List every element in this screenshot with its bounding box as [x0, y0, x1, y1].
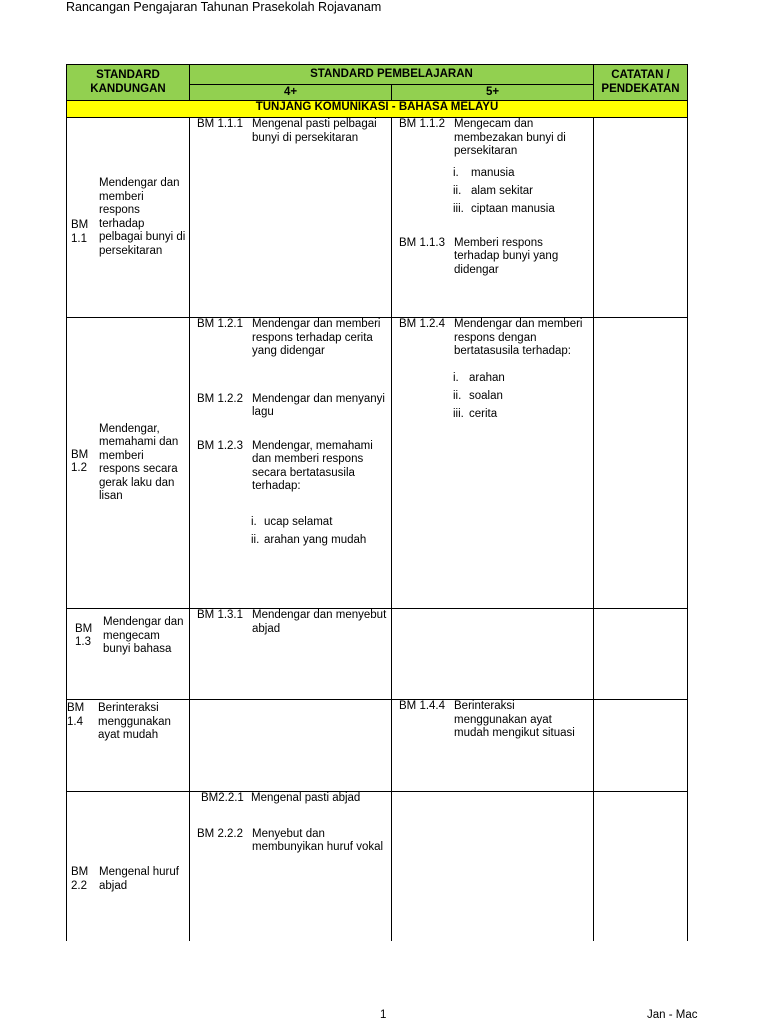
page-number: 1 — [380, 1009, 387, 1021]
header-catatan-label: CATATAN / PENDEKATAN — [601, 69, 680, 95]
learning-code: BM 1.1.3 — [399, 236, 446, 249]
learning-text: Mendengar dan memberi respons terhadap cerita yang didengar — [252, 318, 381, 357]
sub-item-list — [453, 167, 589, 217]
learning-code: BM 1.2.1 — [197, 318, 244, 330]
list-item — [251, 516, 387, 530]
learning-code: BM 1.1.2 — [399, 118, 446, 130]
notes-cell — [594, 318, 688, 609]
learning-code: BM 1.3.1 — [197, 609, 244, 621]
list-item — [453, 390, 589, 404]
learning-text: Menyebut dan membunyikan huruf vokal — [252, 827, 384, 853]
learning-code: BM 1.1.1 — [197, 118, 244, 130]
learning-item — [197, 828, 387, 855]
learning-cell-4 — [190, 700, 392, 792]
standard-cell — [67, 118, 190, 318]
learning-item — [197, 440, 387, 494]
learning-code: BM 1.2.4 — [399, 318, 446, 330]
header-standard-pembelajaran — [190, 65, 594, 85]
learning-item — [399, 318, 589, 359]
standard-cell — [67, 700, 190, 792]
learning-item — [197, 318, 387, 359]
notes-cell — [594, 609, 688, 700]
sub-item-list — [453, 372, 589, 422]
learning-text: Mendengar dan menyanyi lagu — [252, 392, 385, 418]
table-row — [67, 700, 688, 792]
learning-text: Mendengar, memahami dan memberi respons secara bertatasusila terhadap: — [252, 439, 373, 492]
list-item — [453, 372, 589, 386]
header-standard-kandungan-label: STANDARD KANDUNGAN — [90, 69, 166, 95]
learning-item — [399, 237, 589, 278]
learning-text: Mengenal pasti pelbagai bunyi di persekitaran — [252, 118, 377, 144]
header-standard-kandungan — [67, 65, 190, 101]
lesson-plan-table — [66, 64, 688, 952]
standard-text: Mendengar dan mengecam bunyi bahasa — [103, 616, 184, 655]
list-item — [453, 203, 589, 217]
learning-code: BM 1.4.4 — [399, 700, 446, 712]
sub-item-text: manusia — [471, 166, 515, 179]
section-title-label: TUNJANG KOMUNIKASI - BAHASA MELAYU — [255, 101, 499, 113]
learning-cell-4 — [190, 318, 392, 609]
learning-cell-5 — [392, 792, 594, 952]
learning-cell-5 — [392, 609, 594, 700]
learning-code: BM 1.2.2 — [197, 392, 244, 405]
sub-item-text: ucap selamat — [264, 515, 333, 528]
table-row — [67, 609, 688, 700]
learning-cell-4 — [190, 609, 392, 700]
header-catatan — [594, 65, 688, 101]
header-standard-pembelajaran-label: STANDARD PEMBELAJARAN — [310, 67, 473, 80]
learning-item — [399, 118, 589, 159]
table-row — [67, 318, 688, 609]
page-date-range: Jan - Mac — [647, 1009, 698, 1021]
learning-code: BM 2.2.2 — [197, 827, 244, 840]
sub-item-number: i. — [251, 515, 257, 528]
list-item — [251, 534, 387, 548]
sub-item-number: ii. — [453, 389, 462, 402]
learning-code: BM2.2.1 — [201, 792, 244, 804]
sub-item-number: ii. — [251, 533, 260, 546]
standard-cell — [67, 792, 190, 952]
sub-item-number: i. — [453, 166, 459, 179]
learning-text: Mendengar dan memberi respons dengan bertatasusila terhadap: — [454, 318, 583, 357]
header-age-5-label: 5+ — [485, 85, 500, 98]
sub-item-text: ciptaan manusia — [471, 202, 555, 215]
standard-text: Mengenal huruf abjad — [99, 866, 179, 892]
learning-code: BM 1.2.3 — [197, 439, 244, 452]
list-item — [453, 167, 589, 181]
notes-cell — [594, 700, 688, 792]
list-item — [453, 408, 589, 422]
standard-code: BM 1.1 — [71, 219, 89, 245]
learning-item — [197, 393, 387, 420]
learning-cell-4 — [190, 792, 392, 952]
sub-item-text: arahan yang mudah — [264, 533, 367, 546]
standard-code: BM 1.3 — [75, 622, 93, 649]
table-row — [67, 118, 688, 318]
header-age-4-label: 4+ — [283, 85, 298, 98]
standard-cell — [67, 609, 190, 700]
sub-item-text: soalan — [469, 389, 503, 402]
learning-cell-5 — [392, 700, 594, 792]
learning-text: Memberi respons terhadap bunyi yang didengar — [454, 236, 559, 276]
header-age-5 — [392, 85, 594, 101]
standard-code: BM 2.2 — [71, 866, 89, 892]
sub-item-number: i. — [453, 371, 459, 384]
notes-cell — [594, 118, 688, 318]
standard-text: Berinteraksi menggunakan ayat mudah — [98, 702, 171, 741]
learning-text: Berinteraksi menggunakan ayat mudah mengikut situasi — [454, 700, 575, 739]
sub-item-list — [251, 516, 387, 548]
page-break-area — [60, 941, 700, 1001]
learning-item — [399, 700, 589, 741]
learning-text: Mengenal pasti abjad — [251, 792, 361, 804]
table-row — [67, 792, 688, 952]
learning-cell-4 — [190, 118, 392, 318]
sub-item-text: alam sekitar — [471, 184, 533, 197]
document-title: Rancangan Pengajaran Tahunan Prasekolah Rojavanam — [66, 0, 382, 14]
list-item — [453, 185, 589, 199]
sub-item-number: ii. — [453, 184, 462, 197]
learning-cell-5 — [392, 318, 594, 609]
notes-cell — [594, 792, 688, 952]
learning-cell-5 — [392, 118, 594, 318]
standard-text: Mendengar, memahami dan memberi respons secara gerak laku dan lisan — [99, 422, 179, 502]
learning-item — [197, 118, 387, 145]
sub-item-number: iii. — [453, 202, 464, 215]
learning-item — [197, 792, 387, 806]
sub-item-text: arahan — [469, 371, 505, 384]
standard-text: Mendengar dan memberi respons terhadap pelbagai bunyi di persekitaran — [99, 177, 186, 257]
standard-cell — [67, 318, 190, 609]
standard-code: BM 1.2 — [71, 448, 89, 474]
section-title — [67, 101, 688, 118]
learning-text: Mendengar dan menyebut abjad — [252, 609, 387, 635]
learning-text: Mengecam dan membezakan bunyi di persekitaran — [454, 118, 566, 157]
learning-item — [197, 609, 387, 636]
sub-item-text: cerita — [469, 407, 498, 420]
header-age-4 — [190, 85, 392, 101]
sub-item-number: iii. — [453, 407, 464, 420]
standard-code: BM 1.4 — [67, 702, 85, 728]
